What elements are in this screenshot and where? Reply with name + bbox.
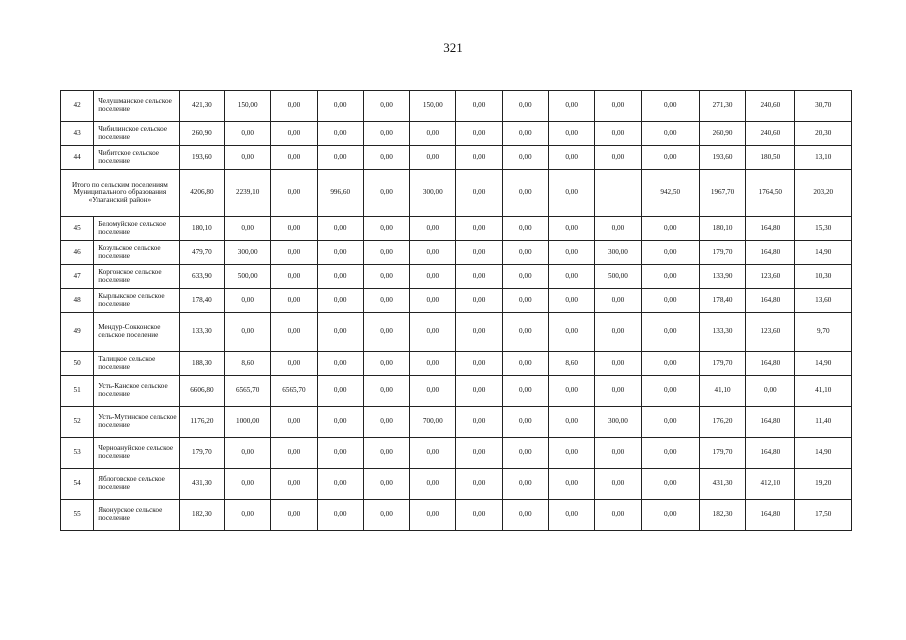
table-cell: 0,00	[641, 376, 699, 407]
table-cell: 0,00	[595, 289, 641, 313]
table-cell: 0,00	[502, 289, 548, 313]
table-cell: 700,00	[410, 407, 456, 438]
table-cell: 0,00	[548, 170, 594, 217]
table-cell: 0,00	[456, 265, 502, 289]
table-cell: 0,00	[225, 469, 271, 500]
table-cell: 0,00	[502, 217, 548, 241]
table-cell: 0,00	[548, 217, 594, 241]
table-cell: 0,00	[363, 438, 409, 469]
table-cell: 30,70	[795, 91, 852, 122]
table-row	[61, 352, 852, 376]
table-cell: 0,00	[363, 407, 409, 438]
table-cell: 0,00	[548, 469, 594, 500]
table-cell: 0,00	[271, 407, 317, 438]
table-cell: 0,00	[548, 241, 594, 265]
table-cell: 412,10	[746, 469, 795, 500]
table-cell: 0,00	[456, 146, 502, 170]
table-row	[61, 407, 852, 438]
settlement-name: Черноануйское сельское поселение	[94, 438, 180, 469]
table-cell: 164,80	[746, 500, 795, 531]
settlement-name: Челушманское сельское поселение	[94, 91, 180, 122]
table-cell: 0,00	[456, 122, 502, 146]
table-cell: 0,00	[363, 500, 409, 531]
table-cell: 178,40	[179, 289, 224, 313]
table-cell: 0,00	[548, 500, 594, 531]
table-cell: 41,10	[699, 376, 745, 407]
table-cell: 300,00	[410, 170, 456, 217]
total-row-label: Итого по сельским поселениям Муниципального образования «Улаганский район»	[61, 170, 180, 217]
table-cell: 0,00	[363, 241, 409, 265]
table-cell: 0,00	[502, 352, 548, 376]
table-cell: 164,80	[746, 289, 795, 313]
table-cell: 633,90	[179, 265, 224, 289]
table-cell: 0,00	[317, 500, 363, 531]
settlement-name: Яконурское сельское поселение	[94, 500, 180, 531]
table-cell: 996,60	[317, 170, 363, 217]
table-cell: 0,00	[363, 170, 409, 217]
table-cell: 179,70	[699, 352, 745, 376]
table-cell: 203,20	[795, 170, 852, 217]
table-cell: 0,00	[595, 469, 641, 500]
table-cell: 0,00	[363, 217, 409, 241]
row-number: 51	[61, 376, 94, 407]
table-cell: 431,30	[179, 469, 224, 500]
table-cell: 0,00	[456, 352, 502, 376]
table-cell: 0,00	[225, 146, 271, 170]
table-row	[61, 217, 852, 241]
table-cell: 431,30	[699, 469, 745, 500]
table-cell: 421,30	[179, 91, 224, 122]
table-cell: 500,00	[225, 265, 271, 289]
table-cell: 0,00	[595, 500, 641, 531]
table-cell: 0,00	[595, 438, 641, 469]
table-cell: 0,00	[502, 407, 548, 438]
table-cell: 0,00	[456, 170, 502, 217]
table-cell: 164,80	[746, 241, 795, 265]
table-body	[61, 91, 852, 531]
settlement-name: Мендур-Сокконское сельское поселение	[94, 313, 180, 352]
table-cell: 4206,80	[179, 170, 224, 217]
table-cell: 240,60	[746, 91, 795, 122]
table-cell: 0,00	[548, 376, 594, 407]
table-cell: 1764,50	[746, 170, 795, 217]
table-cell: 0,00	[271, 122, 317, 146]
table-cell: 0,00	[595, 146, 641, 170]
row-number: 44	[61, 146, 94, 170]
table-cell: 0,00	[317, 265, 363, 289]
table-cell: 0,00	[502, 91, 548, 122]
table-cell: 260,90	[179, 122, 224, 146]
table-cell: 6565,70	[225, 376, 271, 407]
table-cell: 1176,20	[179, 407, 224, 438]
table-cell: 0,00	[595, 313, 641, 352]
table-cell: 0,00	[456, 376, 502, 407]
table-cell: 0,00	[456, 217, 502, 241]
table-cell: 9,70	[795, 313, 852, 352]
table-cell: 0,00	[502, 469, 548, 500]
table-cell: 0,00	[746, 376, 795, 407]
table-cell: 0,00	[317, 352, 363, 376]
table-row	[61, 265, 852, 289]
table-cell: 0,00	[363, 122, 409, 146]
table-cell: 123,60	[746, 313, 795, 352]
table-row	[61, 289, 852, 313]
table-cell: 150,00	[410, 91, 456, 122]
row-number: 42	[61, 91, 94, 122]
table-row	[61, 91, 852, 122]
row-number: 50	[61, 352, 94, 376]
table-row	[61, 313, 852, 352]
table-cell: 0,00	[641, 241, 699, 265]
table-cell: 133,90	[699, 265, 745, 289]
table-cell: 0,00	[271, 217, 317, 241]
table-cell: 0,00	[271, 265, 317, 289]
table-cell: 271,30	[699, 91, 745, 122]
settlement-name: Усть-Канское сельское поселение	[94, 376, 180, 407]
table-cell: 0,00	[317, 241, 363, 265]
table-cell: 0,00	[641, 289, 699, 313]
table-cell: 0,00	[410, 500, 456, 531]
table-cell: 1000,00	[225, 407, 271, 438]
table-cell: 0,00	[410, 122, 456, 146]
table-cell: 260,90	[699, 122, 745, 146]
table-cell: 0,00	[456, 438, 502, 469]
table-cell: 17,50	[795, 500, 852, 531]
table-cell: 0,00	[595, 91, 641, 122]
table-cell: 14,90	[795, 438, 852, 469]
table-cell: 0,00	[363, 91, 409, 122]
table-cell: 0,00	[548, 91, 594, 122]
table-cell: 179,70	[699, 438, 745, 469]
table-cell: 0,00	[595, 352, 641, 376]
budget-table	[60, 90, 852, 531]
table-cell: 0,00	[641, 122, 699, 146]
table-row	[61, 122, 852, 146]
table-cell: 123,60	[746, 265, 795, 289]
table-cell: 13,10	[795, 146, 852, 170]
table-cell: 500,00	[595, 265, 641, 289]
table-cell: 0,00	[641, 352, 699, 376]
table-cell: 180,10	[179, 217, 224, 241]
table-cell: 0,00	[317, 91, 363, 122]
table-cell: 0,00	[548, 146, 594, 170]
table-cell: 0,00	[225, 313, 271, 352]
table-cell: 0,00	[641, 91, 699, 122]
table-cell: 0,00	[641, 407, 699, 438]
table-cell: 0,00	[410, 146, 456, 170]
row-number: 46	[61, 241, 94, 265]
table-cell: 300,00	[225, 241, 271, 265]
table-cell: 1967,70	[699, 170, 745, 217]
table-cell: 0,00	[225, 217, 271, 241]
table-cell: 0,00	[641, 438, 699, 469]
table-cell: 150,00	[225, 91, 271, 122]
row-number: 49	[61, 313, 94, 352]
table-cell: 0,00	[271, 91, 317, 122]
table-cell: 6565,70	[271, 376, 317, 407]
table-cell: 0,00	[456, 407, 502, 438]
table-cell: 0,00	[363, 352, 409, 376]
table-cell: 0,00	[410, 241, 456, 265]
table-cell: 0,00	[641, 500, 699, 531]
table-cell: 0,00	[363, 469, 409, 500]
table-cell: 0,00	[641, 265, 699, 289]
table-row	[61, 241, 852, 265]
table-cell: 0,00	[317, 146, 363, 170]
table-cell: 0,00	[225, 289, 271, 313]
row-number: 48	[61, 289, 94, 313]
table-cell: 0,00	[317, 289, 363, 313]
table-cell: 0,00	[502, 265, 548, 289]
settlement-name: Козульское сельское поселение	[94, 241, 180, 265]
table-cell: 13,60	[795, 289, 852, 313]
table-cell: 0,00	[641, 146, 699, 170]
table-cell: 8,60	[225, 352, 271, 376]
table-cell: 8,60	[548, 352, 594, 376]
table-cell: 193,60	[179, 146, 224, 170]
table-row	[61, 376, 852, 407]
table-cell: 164,80	[746, 217, 795, 241]
table-cell: 0,00	[456, 91, 502, 122]
table-cell: 0,00	[271, 170, 317, 217]
table-cell: 0,00	[502, 376, 548, 407]
table-row	[61, 170, 852, 217]
table-cell: 0,00	[641, 313, 699, 352]
table-cell: 0,00	[271, 241, 317, 265]
table-cell: 0,00	[502, 146, 548, 170]
table-cell: 300,00	[595, 407, 641, 438]
settlement-name: Талицкое сельское поселение	[94, 352, 180, 376]
table-cell: 176,20	[699, 407, 745, 438]
table-cell: 164,80	[746, 352, 795, 376]
table-cell: 0,00	[271, 146, 317, 170]
table-cell: 0,00	[410, 265, 456, 289]
table-cell: 0,00	[317, 407, 363, 438]
table-cell: 0,00	[410, 469, 456, 500]
table-cell: 188,30	[179, 352, 224, 376]
table-cell: 133,30	[699, 313, 745, 352]
table-cell: 0,00	[410, 313, 456, 352]
table-cell: 10,30	[795, 265, 852, 289]
table-cell: 0,00	[548, 122, 594, 146]
row-number: 53	[61, 438, 94, 469]
table-cell: 180,50	[746, 146, 795, 170]
table-cell: 0,00	[456, 469, 502, 500]
table-cell: 0,00	[641, 469, 699, 500]
table-cell: 0,00	[363, 313, 409, 352]
row-number: 52	[61, 407, 94, 438]
table-cell: 0,00	[502, 170, 548, 217]
table-cell: 193,60	[699, 146, 745, 170]
table-cell: 0,00	[410, 376, 456, 407]
row-number: 43	[61, 122, 94, 146]
settlement-name: Чибитское сельское поселение	[94, 146, 180, 170]
page-number: 321	[443, 40, 463, 55]
table-row	[61, 500, 852, 531]
table-cell: 182,30	[699, 500, 745, 531]
settlement-name: Кырлыкское сельское поселение	[94, 289, 180, 313]
table-cell: 164,80	[746, 407, 795, 438]
table-row	[61, 469, 852, 500]
table-cell: 0,00	[225, 438, 271, 469]
table-cell: 0,00	[363, 265, 409, 289]
table-cell: 0,00	[363, 146, 409, 170]
table-cell: 0,00	[317, 122, 363, 146]
table-cell: 0,00	[271, 352, 317, 376]
table-cell: 0,00	[456, 313, 502, 352]
table-cell: 11,40	[795, 407, 852, 438]
row-number: 54	[61, 469, 94, 500]
settlement-name: Коргонское сельское поселение	[94, 265, 180, 289]
table-cell: 0,00	[548, 289, 594, 313]
table-cell: 0,00	[456, 289, 502, 313]
table-cell: 14,90	[795, 241, 852, 265]
table-cell: 182,30	[179, 500, 224, 531]
table-cell: 0,00	[548, 438, 594, 469]
table-cell: 180,10	[699, 217, 745, 241]
table-cell: 0,00	[641, 217, 699, 241]
table-cell: 0,00	[271, 469, 317, 500]
table-row	[61, 146, 852, 170]
table-cell: 6606,80	[179, 376, 224, 407]
table-row	[61, 438, 852, 469]
table-cell: 14,90	[795, 352, 852, 376]
row-number: 45	[61, 217, 94, 241]
row-number: 47	[61, 265, 94, 289]
table-cell: 0,00	[225, 500, 271, 531]
table-cell: 942,50	[641, 170, 699, 217]
row-number: 55	[61, 500, 94, 531]
table-cell: 0,00	[502, 313, 548, 352]
table-cell: 0,00	[317, 438, 363, 469]
table-cell: 41,10	[795, 376, 852, 407]
table-cell: 0,00	[225, 122, 271, 146]
table-cell: 0,00	[410, 217, 456, 241]
table-cell: 19,20	[795, 469, 852, 500]
table-cell: 0,00	[271, 289, 317, 313]
table-cell: 179,70	[179, 438, 224, 469]
table-cell: 0,00	[595, 122, 641, 146]
table-cell: 0,00	[317, 313, 363, 352]
settlement-name: Яблоговское сельское поселение	[94, 469, 180, 500]
table-cell: 0,00	[271, 313, 317, 352]
table-cell: 15,30	[795, 217, 852, 241]
settlement-name: Беломуйское сельское поселение	[94, 217, 180, 241]
table-cell: 0,00	[502, 438, 548, 469]
table-cell: 2239,10	[225, 170, 271, 217]
table-cell: 179,70	[699, 241, 745, 265]
table-cell: 0,00	[271, 500, 317, 531]
table-cell: 0,00	[502, 241, 548, 265]
table-cell: 479,70	[179, 241, 224, 265]
table-cell: 0,00	[410, 289, 456, 313]
table-cell: 0,00	[317, 217, 363, 241]
table-cell: 178,40	[699, 289, 745, 313]
table-cell: 0,00	[548, 407, 594, 438]
table-cell: 0,00	[456, 500, 502, 531]
table-cell: 0,00	[317, 376, 363, 407]
table-cell: 133,30	[179, 313, 224, 352]
table-cell: 20,30	[795, 122, 852, 146]
table-cell: 0,00	[502, 122, 548, 146]
table-cell: 0,00	[363, 289, 409, 313]
table-cell: 0,00	[502, 500, 548, 531]
table-cell: 0,00	[410, 438, 456, 469]
table-cell: 0,00	[595, 376, 641, 407]
table-cell: 0,00	[271, 438, 317, 469]
table-cell: 0,00	[410, 352, 456, 376]
table-cell: 0,00	[363, 376, 409, 407]
table-cell: 240,60	[746, 122, 795, 146]
table-cell	[595, 170, 641, 217]
table-cell: 0,00	[317, 469, 363, 500]
table-cell: 300,00	[595, 241, 641, 265]
table-cell: 164,80	[746, 438, 795, 469]
table-cell: 0,00	[548, 313, 594, 352]
settlement-name: Усть-Мутинское сельское поселение	[94, 407, 180, 438]
table-cell: 0,00	[548, 265, 594, 289]
table-cell: 0,00	[595, 217, 641, 241]
table-cell: 0,00	[456, 241, 502, 265]
settlement-name: Чибилинское сельское поселение	[94, 122, 180, 146]
